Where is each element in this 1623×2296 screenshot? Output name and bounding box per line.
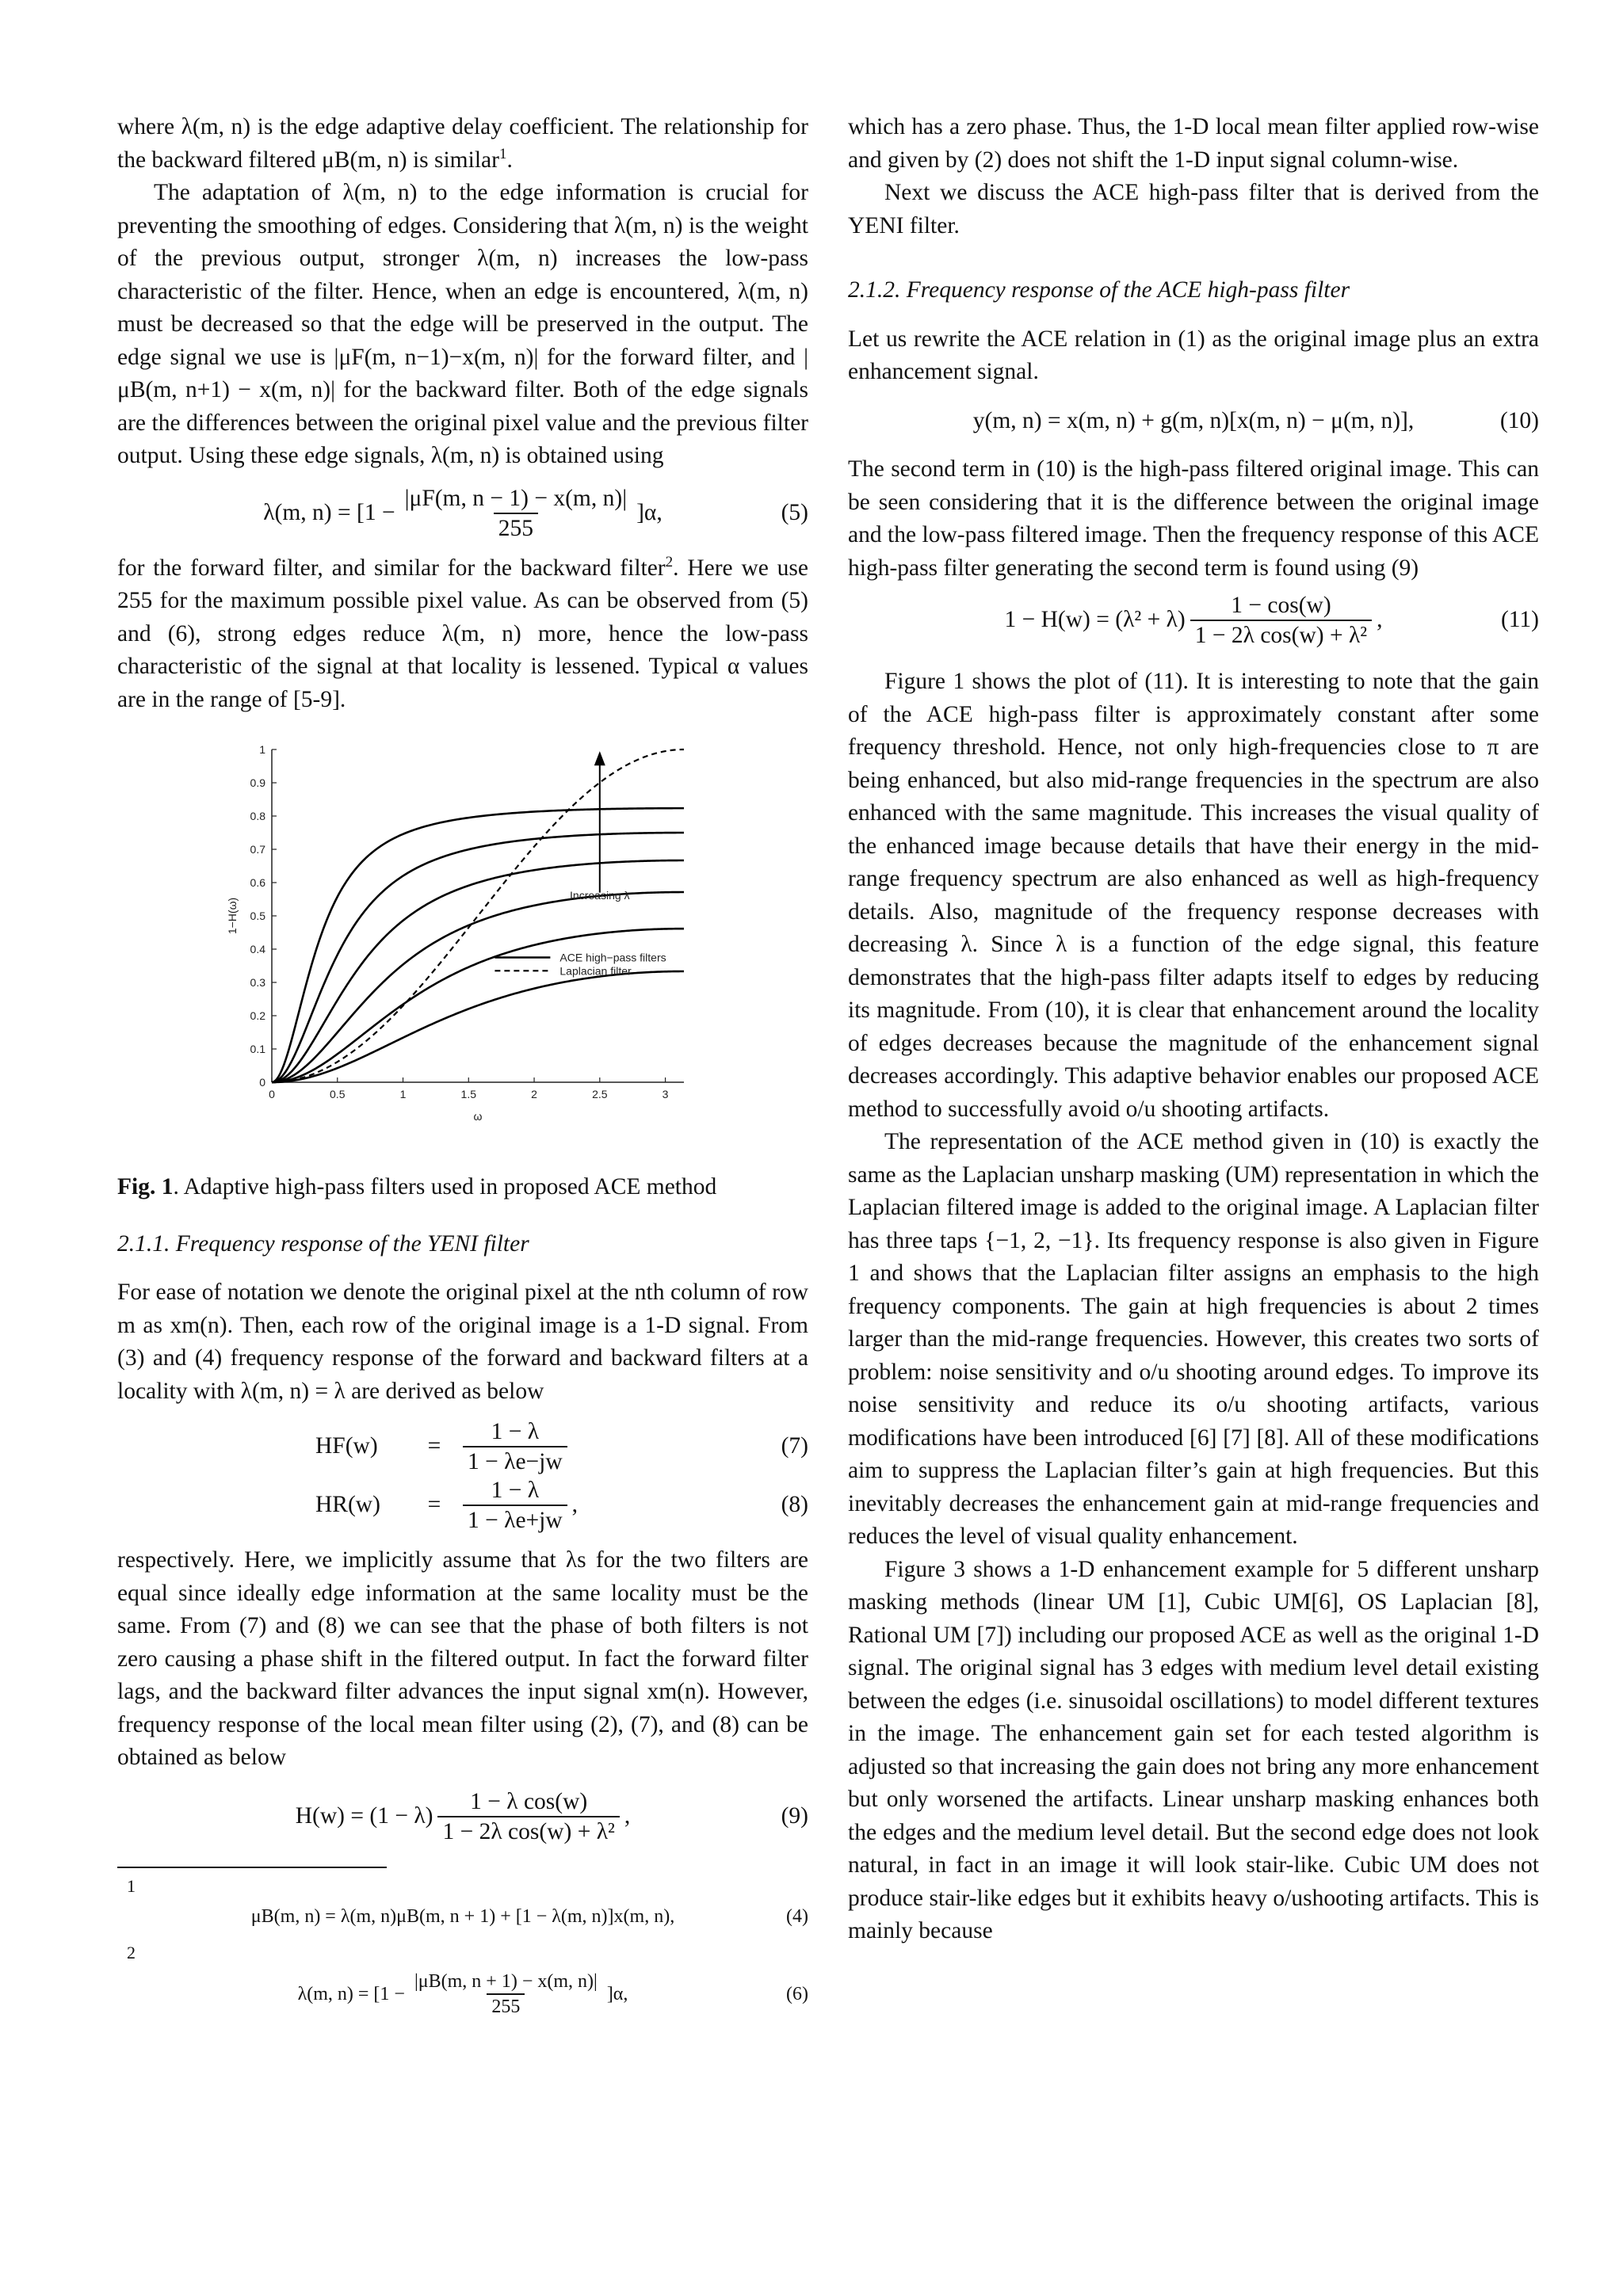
y-tick-label: 0.7 — [250, 843, 265, 856]
y-tick-label: 0.6 — [250, 876, 265, 889]
x-tick-label: 0 — [269, 1088, 275, 1100]
y-tick-label: 0.3 — [250, 976, 265, 989]
section-heading-2-1-1: 2.1.1. Frequency response of the YENI filter — [117, 1230, 529, 1257]
paragraph: respectively. Here, we implicitly assume that λs for the two filters are equal since ideally edge information at the same locality must be the same. From (7) and (8) we can see that the phase of both filters is not zero causing a phase shift in the filtered output. In fact the forward filter lags, and the backward filter advances the input signal xm(n). However, frequency response of the local mean filter using (2), (7), and (8) can be obtained as below — [117, 1547, 808, 1770]
paragraph: Let us rewrite the ACE relation in (1) as the original image plus an extra enhancement signal. — [848, 326, 1539, 384]
equation-number: (7) — [781, 1433, 808, 1459]
x-tick-label: 0.5 — [330, 1088, 346, 1100]
paragraph: For ease of notation we denote the original pixel at the nth column of row m as xm(n). Then, each row of the original image is a 1-D signal. From (3) and (4) frequency response of the forward and backward filters at a locality with λ(m, n) = λ are derived as below — [117, 1280, 808, 1404]
equation-number: (8) — [781, 1492, 808, 1518]
legend-label: Laplacian filter — [559, 964, 632, 978]
x-tick-label: 1 — [399, 1088, 407, 1100]
ace-highpass-curve — [272, 892, 684, 1082]
footnote-rule — [117, 1867, 387, 1868]
x-tick-label: 2.5 — [592, 1088, 608, 1100]
paragraph: which has a zero phase. Thus, the 1-D local mean filter applied row-wise and given by (2) does not shift the 1-D input signal column-wise. — [848, 114, 1539, 173]
y-tick-label: 0 — [259, 1076, 265, 1089]
equation-11: 1 − H(w) = (λ² + λ) $\frac{1 - \cos(w)}{\text{1 − 2λ cos(w) + λ²}}$ , (11) — [1004, 593, 1539, 648]
x-tick-label: 2 — [531, 1088, 537, 1100]
paragraph: for the forward filter, and similar for the backward filter$^2$. Here we use 255 for the maximum possible pixel value. As can be observed from (5) and (6), strong edges reduce λ(m, n) more, hence the low-pass characteristic of the signal at that locality is lessened. Typical α values are in the range of [5-9]. — [117, 553, 809, 712]
y-tick-label: 0.8 — [250, 810, 265, 822]
laplacian-curve — [272, 749, 684, 1082]
x-axis-label: ω — [473, 1110, 483, 1123]
figure-1 — [117, 726, 808, 1154]
equation-number: (5) — [781, 499, 808, 525]
ace-highpass-curve — [272, 808, 684, 1082]
paragraph: Figure 1 shows the plot of (11). It is interesting to note that the gain of the ACE high-pass filter is approximately constant after some frequency threshold. Hence, not only high-frequencies close to π are being enhanced, but also mid-range frequencies in the spectrum are also enhanced with the same magnitude. This increases the visual quality of the enhanced image because details that have their energy in the mid-range frequency spectrum are also enhanced as well as high-frequency details. Also, magnitude of the frequency response decreases with decreasing λ. Since λ is a function of the edge signal, this feature demonstrates that the high-pass filter adapts itself to edges by reducing its magnitude. From (10), it is clear that enhancement around the locality of edges decreases because the magnitude of the enhancement signal decreases accordingly. This adaptive behavior enables our proposed ACE method to successfully avoid o/u shooting artifacts. — [848, 669, 1539, 1122]
footnote-2: 2 λ(m, n) = [1 − $\frac{|\mu B(m, n + 1) - x(m, n)|}{255}$ ]α, (6) — [127, 1942, 808, 2017]
y-tick-label: 0.9 — [250, 776, 265, 789]
paragraph: where λ(m, n) is the edge adaptive delay coefficient. The relationship for the backward filtered μB(m, n) is similar$^1$. — [117, 114, 808, 173]
annotation-label: Increasing λ — [570, 888, 630, 902]
equation-9: H(w) = (1 − λ) $\frac{\text{1 − λ cos(w)}}{\text{1 − 2λ cos(w) + λ²}}$ , (9) — [295, 1788, 808, 1844]
x-tick-label: 1.5 — [460, 1088, 477, 1100]
paragraph: The adaptation of λ(m, n) to the edge information is crucial for preventing the smoothing of edges. Considering that λ(m, n) is the weight of the previous output, stronger λ(m, n) increases the low-pass characteristic of the filter. Hence, when an edge is encountered, λ(m, n) must be decreased so that the edge will be preserved in the output. The edge signal we use is |μF(m, n−1)−x(m, n)| for the forward filter, and |μB(m, n+1) − x(m, n)| for the backward filter. Both of the edge signals are the differences between the original pixel value and the previous filter output. Using these edge signals, λ(m, n) is obtained using — [117, 180, 808, 468]
equation-number: (9) — [781, 1802, 808, 1829]
y-axis-label: 1−H(ω) — [226, 897, 239, 935]
paragraph: Next we discuss the ACE high-pass filter that is derived from the YENI filter. — [848, 180, 1539, 238]
right-column — [848, 111, 1539, 1948]
paragraph: The second term in (10) is the high-pass filtered original image. This can be seen considering that it is the difference between the original image and the low-pass filtered image. Then the frequency response of this ACE high-pass filter generating the second term is found using (9) — [848, 456, 1539, 581]
arrow-head-icon — [594, 751, 605, 765]
y-tick-label: 0.5 — [250, 910, 265, 922]
y-tick-label: 0.2 — [250, 1009, 265, 1022]
ace-highpass-curve — [272, 971, 684, 1082]
equation-5: λ(m, n) = [1 − $\frac{|\mu F(m, n - 1) - x(m, n)|}{255}$ ]α, (5) — [263, 485, 808, 541]
figure-caption: Fig. 1. Adaptive high-pass filters used in proposed ACE method — [117, 1174, 717, 1199]
left-column — [117, 111, 808, 2023]
equation-number: (10) — [1499, 407, 1539, 433]
equation-number: (11) — [1500, 607, 1539, 633]
paragraph: Figure 3 shows a 1-D enhancement example for 5 different unsharp masking methods (linear UM [1], Cubic UM[6], OS Laplacian [8], Rational UM [7]) including our proposed ACE as well as the original 1-D signal. The original signal has 3 edges with medium level detail existing between the edges (i.e. sinusoidal oscillations) to model different textures in the image. The enhancement gain set for each tested algorithm is adjusted so that increasing the gain does not bring any more enhancement but only worsened the artifacts. Linear unsharp masking enhances both the edges and the medium level detail. But the second edge does not look natural, in fact in an image it will look stair-like. Cubic UM does not produce stair-like edges but it exhibits heavy o/ushooting artifacts. This is mainly because — [848, 1556, 1539, 1943]
equations-7-8: HF(w) = $\frac{1 - \lambda}{1 - \lambda e-jw}$ (7) HR(w) = $\frac{1 - \lambda}{1 - \lambda e+jw}$ , (8) — [315, 1419, 808, 1533]
section-heading-2-1-2: 2.1.2. Frequency response of the ACE high-pass filter — [848, 277, 1350, 303]
legend-label: ACE high−pass filters — [559, 951, 666, 964]
footnote-1: 1 μB(m, n) = λ(m, n)μB(m, n + 1) + [1 − λ(m, n)]x(m, n), (4) — [127, 1875, 808, 1927]
x-tick-label: 3 — [662, 1088, 669, 1100]
paragraph: The representation of the ACE method given in (10) is exactly the same as the Laplacian unsharp masking (UM) representation in which the Laplacian filtered image is added to the original image. A Laplacian filter has three taps {−1, 2, −1}. Its frequency response is also given in Figure 1 and shows that the Laplacian filter assigns an emphasis to the high frequency components. The gain at high frequencies is about 2 times larger than the mid-range frequencies. However, this creates two sorts of problem: noise sensitivity and o/u shooting around edges. To improve its noise sensitivity and reduce its o/u shooting artifacts, various modifications have been introduced [6] [7] [8]. All of these modifications aim to suppress the Laplacian filter’s gain at high frequencies. But this inevitably decreases the enhancement gain at mid-range frequencies and reduces the level of visual quality enhancement. — [848, 1129, 1539, 1549]
y-tick-label: 0.1 — [250, 1043, 265, 1055]
y-tick-label: 1 — [259, 743, 265, 756]
frequency-response-chart — [117, 726, 808, 1154]
y-tick-label: 0.4 — [250, 943, 265, 955]
equation-10: y(m, n) = x(m, n) + g(m, n)[x(m, n) − μ(m, n)], (10) — [848, 405, 1539, 438]
